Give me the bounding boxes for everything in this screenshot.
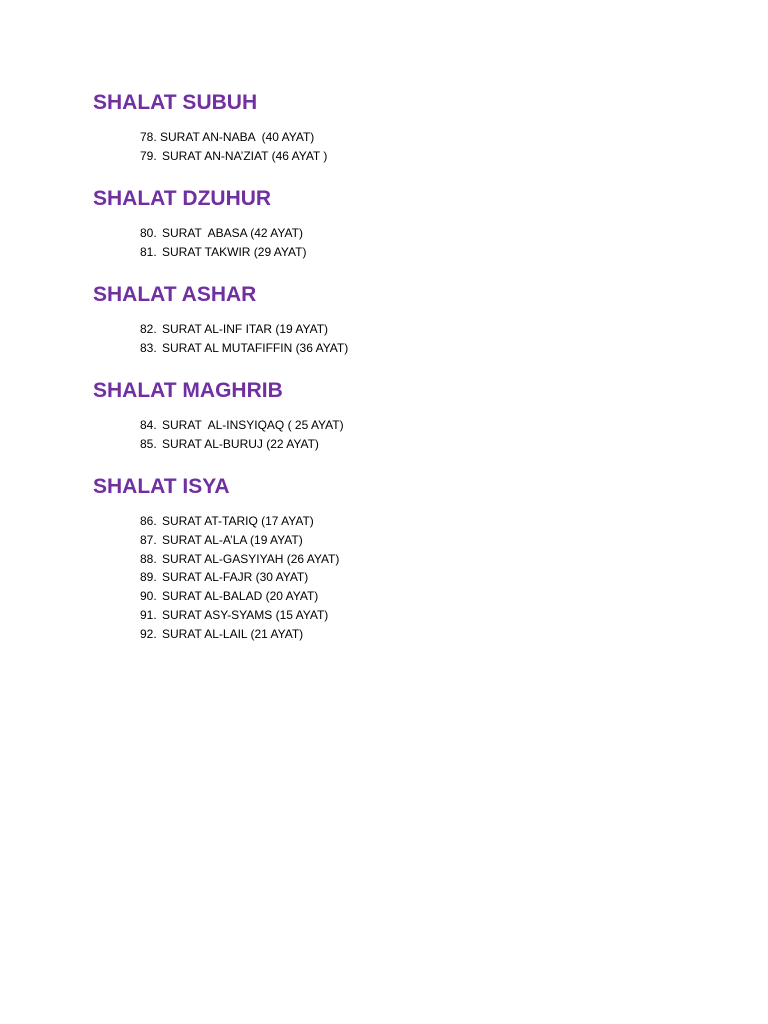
section-shalat-subuh [93, 90, 693, 163]
list-item [140, 550, 339, 569]
item-text: SURAT TAKWIR (29 AYAT) [162, 244, 307, 259]
surat-list [140, 320, 348, 358]
item-number: 81. [140, 244, 157, 259]
section-shalat-dzuhur [93, 186, 693, 259]
list-item [140, 435, 344, 454]
list-item [140, 416, 344, 435]
surat-list [140, 512, 339, 644]
item-number: 79. [140, 148, 157, 163]
item-number: 90. [140, 589, 157, 604]
surat-list [140, 416, 344, 454]
item-text: SURAT AL-LAIL (21 AYAT) [162, 626, 304, 641]
item-number: 83. [140, 340, 157, 355]
list-item [140, 128, 327, 147]
list-item [140, 606, 339, 625]
list-item [140, 568, 339, 587]
section-shalat-isya [93, 474, 693, 641]
section-title: SHALAT SUBUH [93, 91, 258, 114]
section-shalat-maghrib [93, 378, 693, 451]
item-text: SURAT AN-NA’ZIAT (46 AYAT ) [162, 148, 328, 163]
section-title: SHALAT ISYA [93, 475, 230, 498]
item-number: 82. [140, 322, 157, 336]
item-text: SURAT AL-A’LA (19 AYAT) [162, 532, 303, 547]
item-text: SURAT AL-BURUJ (22 AYAT) [162, 436, 319, 451]
item-text: SURAT AN-NABA (40 AYAT) [160, 130, 315, 144]
list-item [140, 587, 339, 606]
item-number: 87. [140, 532, 157, 547]
item-text: SURAT ASY-SYAMS (15 AYAT) [162, 607, 329, 622]
item-number: 89. [140, 570, 157, 585]
list-item [140, 243, 306, 262]
item-text: SURAT AL-INSYIQAQ ( 25 AYAT) [162, 418, 344, 432]
item-text: SURAT AL MUTAFIFFIN (36 AYAT) [162, 340, 349, 355]
item-number: 92. [140, 626, 157, 641]
list-item [140, 224, 306, 243]
item-text: SURAT AL-FAJR (30 AYAT) [162, 570, 309, 585]
surat-list [140, 224, 306, 262]
list-item [140, 625, 339, 644]
section-title: SHALAT DZUHUR [93, 187, 272, 210]
item-text: SURAT AL-BALAD (20 AYAT) [162, 589, 319, 604]
item-number: 86. [140, 514, 157, 528]
section-title: SHALAT ASHAR [93, 283, 257, 306]
item-number: 78. [140, 130, 157, 144]
list-item [140, 147, 327, 166]
list-item [140, 531, 339, 550]
item-number: 80. [140, 226, 157, 240]
item-number: 85. [140, 436, 157, 451]
section-shalat-ashar [93, 282, 693, 355]
item-number: 91. [140, 607, 157, 622]
list-item [140, 512, 339, 531]
item-text: SURAT AT-TARIQ (17 AYAT) [162, 514, 314, 528]
item-text: SURAT AL-INF ITAR (19 AYAT) [162, 322, 329, 336]
list-item [140, 339, 348, 358]
section-title: SHALAT MAGHRIB [93, 379, 283, 402]
surat-list [140, 128, 327, 166]
item-text: SURAT AL-GASYIYAH (26 AYAT) [162, 551, 340, 566]
item-number: 88. [140, 551, 157, 566]
list-item [140, 320, 348, 339]
item-number: 84. [140, 418, 157, 432]
item-text: SURAT ABASA (42 AYAT) [162, 226, 303, 240]
